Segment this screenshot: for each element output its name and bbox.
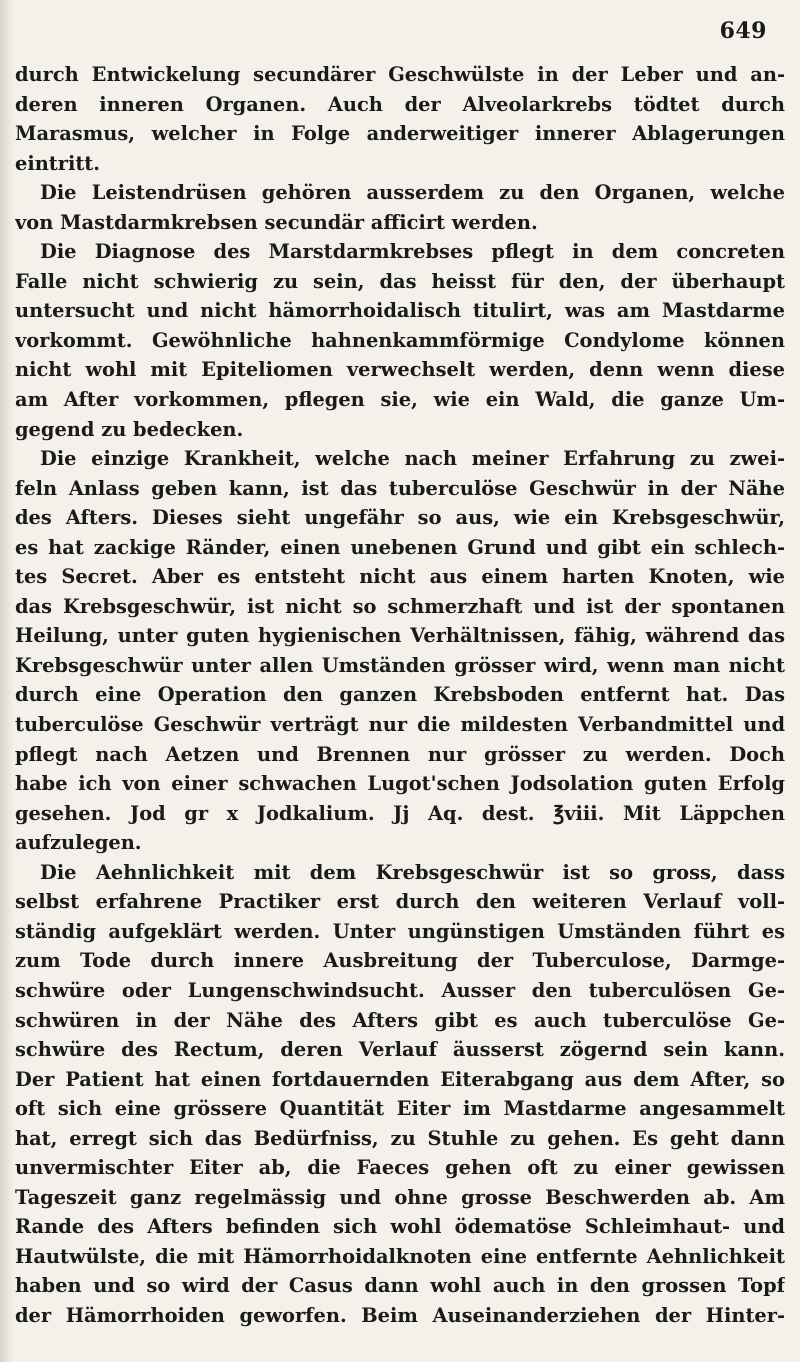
text-line: Die einzige Krankheit, welche nach meiner Erfahrung zu zwei- [40,447,785,471]
text-line: nicht wohl mit Epiteliomen verwechselt werden, denn wenn diese [15,358,785,382]
text-line: Tageszeit ganz regelmässig und ohne grosse Beschwerden ab. Am [15,1185,785,1209]
page-gutter-shadow [0,0,14,1362]
text-line: untersucht und nicht hämorrhoidalisch titulirt, was am Mastdarme [15,299,785,323]
text-line: deren inneren Organen. Auch der Alveolarkrebs tödtet durch [15,92,785,116]
text-line: aufzulegen. [15,831,142,855]
text-line: Die Aehnlichkeit mit dem Krebsgeschwür ist so gross, dass [40,860,785,884]
text-line: Heilung, unter guten hygienischen Verhältnissen, fähig, während das [15,624,785,648]
text-line: pflegt nach Aetzen und Brennen nur grösser zu werden. Doch [15,742,785,766]
body-text [15,60,785,1331]
text-line: Hautwülste, die mit Hämorrhoidalknoten eine entfernte Aehnlichkeit [15,1244,785,1268]
text-line: habe ich von einer schwachen Lugot'schen Jodsolation guten Erfolg [15,772,785,796]
text-line: der Hämorrhoiden geworfen. Beim Auseinanderziehen der Hinter- [15,1303,785,1327]
text-line: das Krebsgeschwür, ist nicht so schmerzhaft und ist der spontanen [15,594,785,618]
text-line: Falle nicht schwierig zu sein, das heisst für den, der überhaupt [15,269,785,293]
text-line: von Mastdarmkrebsen secundär afficirt werden. [15,210,538,234]
text-line: gesehen. Jod gr x Jodkalium. Jj Aq. dest. ℥viii. Mit Läppchen [15,801,785,825]
text-line: Der Patient hat einen fortdauernden Eiterabgang aus dem After, so [15,1067,785,1091]
text-line: schwüre des Rectum, deren Verlauf äusserst zögernd sein kann. [15,1038,785,1062]
text-line: hat, erregt sich das Bedürfniss, zu Stuhle zu gehen. Es geht dann [15,1126,785,1150]
text-line: eintritt. [15,151,101,175]
text-line: zum Tode durch innere Ausbreitung der Tuberculose, Darmge- [15,949,785,973]
text-line: gegend zu bedecken. [15,417,244,441]
text-line: durch eine Operation den ganzen Krebsboden entfernt hat. Das [15,683,785,707]
text-line: durch Entwickelung secundärer Geschwülste in der Leber und an- [15,63,785,86]
text-line: schwüren in der Nähe des Afters gibt es auch tuberculöse Ge- [15,1008,785,1032]
page-number: 649 [719,18,767,44]
text-line: haben und so wird der Casus dann wohl auch in den grossen Topf [15,1274,785,1298]
text-line: unvermischter Eiter ab, die Faeces gehen oft zu einer gewissen [15,1156,785,1180]
text-line: Marasmus, welcher in Folge anderweitiger innerer Ablagerungen [15,122,785,146]
text-line: Die Leistendrüsen gehören ausserdem zu den Organen, welche [40,181,785,205]
text-line: tuberculöse Geschwür verträgt nur die mildesten Verbandmittel und [15,713,785,737]
text-line: Die Diagnose des Marstdarmkrebses pflegt in dem concreten [40,240,785,264]
text-line: feln Anlass geben kann, ist das tuberculöse Geschwür in der Nähe [15,476,785,500]
text-line: tes Secret. Aber es entsteht nicht aus einem harten Knoten, wie [15,565,785,589]
text-line: Krebsgeschwür unter allen Umständen grösser wird, wenn man nicht [15,653,785,677]
text-line: ständig aufgeklärt werden. Unter ungünstigen Umständen führt es [15,919,785,943]
text-line: Rande des Afters befinden sich wohl ödematöse Schleimhaut- und [15,1215,785,1239]
text-line: schwüre oder Lungenschwindsucht. Ausser den tuberculösen Ge- [15,978,785,1002]
text-line: es hat zackige Ränder, einen unebenen Grund und gibt ein schlech- [15,535,785,559]
text-line: des Afters. Dieses sieht ungefähr so aus, wie ein Krebsgeschwür, [15,506,785,530]
text-line: oft sich eine grössere Quantität Eiter im Mastdarme angesammelt [15,1097,785,1121]
text-line: am After vorkommen, pflegen sie, wie ein Wald, die ganze Um- [15,388,785,412]
text-line: selbst erfahrene Practiker erst durch den weiteren Verlauf voll- [15,890,785,914]
text-line: vorkommt. Gewöhnliche hahnenkammförmige Condylome können [15,328,785,352]
